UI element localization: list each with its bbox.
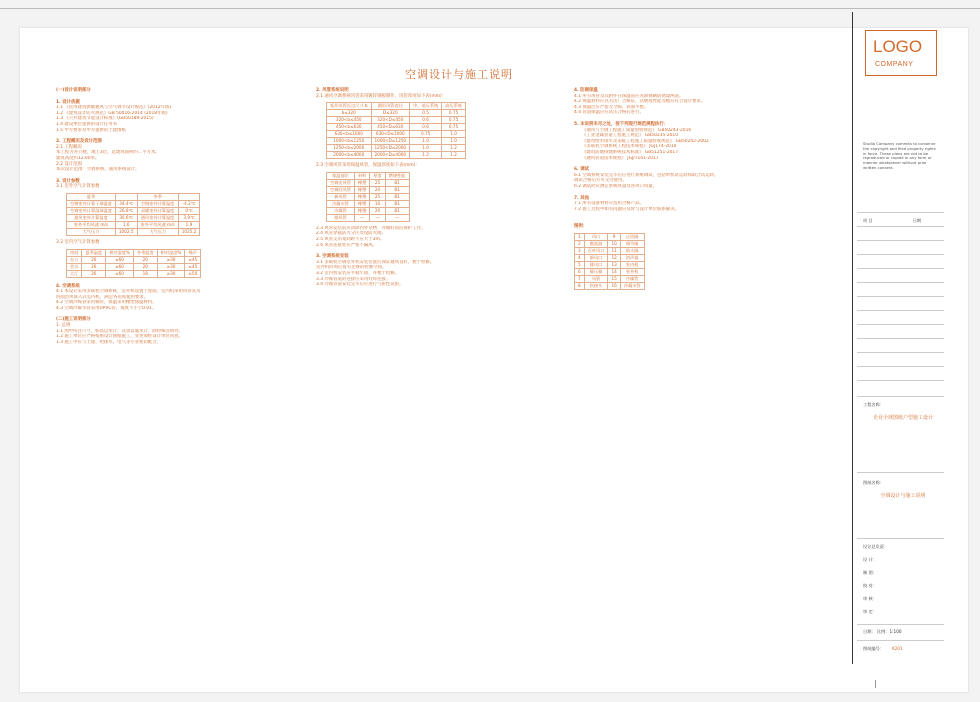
table-cell: B1 (385, 207, 409, 214)
divider (857, 240, 944, 241)
section-heading: 2. 风管系统说明 (316, 88, 349, 93)
signature-row: 制 图： (863, 570, 877, 575)
table-cell: 橡塑 (354, 200, 369, 207)
table-cell: 夏季温度 (82, 249, 106, 256)
table-row (327, 124, 466, 131)
table-cell: 10 (608, 240, 620, 247)
table-cell: 空调回风管 (327, 186, 355, 193)
divider (857, 254, 944, 255)
table-cell: 噪声 (185, 249, 201, 256)
table-cell: 450<b≤630 (327, 124, 372, 131)
table-cell: 11 (608, 247, 620, 254)
note-line: 3.2 室内机安装应平稳牢固，并便于检修。 (316, 270, 400, 276)
table-row (575, 247, 645, 254)
table-cell: 1250<b≤2000 (327, 145, 372, 152)
note-line: 6.1 空调系统安装完毕后应进行系统调试，包括单机试运转和联合试运转。 (574, 172, 719, 178)
table-row (67, 263, 201, 270)
section-heading: 4. 空调系统 (56, 283, 80, 289)
bottom-tick (875, 680, 876, 688)
outdoor-params-table (66, 193, 200, 236)
table-cell: 冷凝水管 (327, 200, 355, 207)
table-cell: 5 (575, 261, 585, 268)
table-cell: 26 (82, 256, 106, 263)
section-heading: 3. 设计参数 (56, 178, 80, 184)
table-cell: 空调送风管 (327, 179, 355, 186)
scale-row: 日期： 比例：1:100 (863, 629, 902, 634)
table-cell: 1.6 (115, 221, 137, 228)
table-cell: b≤320 (327, 110, 372, 117)
drawing-name-label: 图纸名称： (863, 480, 884, 485)
table-cell: B1 (385, 179, 409, 186)
subsection-heading: 1. 总则 (56, 323, 71, 329)
section-heading: (一)设计说明部分 (56, 88, 91, 93)
table-cell: 1 (575, 233, 585, 240)
table-cell: 1025.2 (178, 228, 200, 235)
table-cell: ≤50 (185, 270, 201, 277)
drawing-name: 空调设计与施工说明 (880, 493, 926, 499)
note-line: 建筑高度约12.00米。 (56, 155, 100, 161)
table-cell: 16 (608, 282, 620, 289)
note-line: 室外机四周应留有足够的检修空间。 (316, 265, 387, 271)
table-row (575, 240, 645, 247)
table-cell: 冷媒管 (327, 207, 355, 214)
divider (857, 538, 944, 539)
table-cell: 1.0 (410, 145, 442, 152)
divider (857, 268, 944, 269)
table-row (67, 207, 200, 214)
table-cell: 25 (370, 179, 385, 186)
table-row (327, 186, 410, 193)
note-line: 《多联机空调系统工程技术规程》 JGJ174-2010 (582, 144, 677, 150)
note-line: 4.2 空调冷媒管采用铜管，保温采用橡塑保温材料。 (56, 300, 157, 306)
table-cell: 新风口 (584, 254, 608, 261)
table-cell: 13 (608, 261, 620, 268)
table-cell: 320<D≤450 (371, 117, 410, 124)
table-cell: -4.2℃ (178, 200, 200, 207)
table-row (327, 145, 466, 152)
divider (857, 366, 944, 367)
divider (857, 640, 944, 641)
table-cell: 空调室外计算温度 (137, 200, 178, 207)
table-cell: 6 (575, 268, 585, 275)
table-row (575, 261, 645, 268)
project-name-label: 工程名称： (863, 402, 884, 407)
table-cell: 12 (608, 254, 620, 261)
note-line: 4.3 保温层应严密无空隙，表面平整。 (574, 104, 649, 110)
note-line: 《通风管道技术规程》 JGJ/T141-2017 (582, 155, 659, 161)
table-cell: 调节阀 (620, 240, 644, 247)
table-cell: ≥30 (157, 263, 185, 270)
table-cell: 保温部位 (327, 172, 355, 179)
table-row (327, 103, 466, 110)
table-cell: 0℃ (178, 207, 200, 214)
project-row: 项 目 日期 (863, 218, 922, 223)
note-line: 1.3 《公共建筑节能设计标准》(GB50189-2015) (56, 116, 154, 122)
table-cell: 散流器 (584, 240, 608, 247)
signature-row: 设计总负责： (863, 544, 889, 549)
note-line: 四面出风嵌入式室内机，满足各房间使用要求。 (56, 294, 149, 300)
table-cell: 2000<D≤4000 (371, 152, 410, 159)
table-cell: ≤60 (106, 263, 134, 270)
subsection-heading: 2.3 空调风管采用保温风管，保温厚度如下表(mm)： (316, 163, 420, 169)
table-cell: 大气压力 (67, 228, 116, 235)
table-cell: B1 (385, 186, 409, 193)
table-cell: 1.0 (442, 138, 466, 145)
company-logo (865, 30, 937, 76)
table-row (575, 233, 645, 240)
table-cell: 2000<b≤4000 (327, 152, 372, 159)
table-row (327, 110, 466, 117)
table-cell: 30.6℃ (115, 214, 137, 221)
table-row (327, 117, 466, 124)
divider (857, 324, 944, 325)
table-cell: 0.75 (442, 124, 466, 131)
table-cell: 26 (82, 263, 106, 270)
note-line: 3.3 冷媒管道的连接应采用钎焊连接。 (316, 276, 391, 282)
table-cell: 1000<b≤1250 (327, 138, 372, 145)
note-line: 1.3 施工中应与土建、给排水、电气等专业密切配合。 (56, 339, 161, 345)
signature-row: 校 对： (863, 583, 877, 588)
table-cell: 450<D≤630 (371, 124, 410, 131)
table-cell: 1.2 (410, 152, 442, 159)
note-line: 1.2 《建筑设计防火规范》GB 50016-2014 (2018年版) (56, 110, 168, 116)
project-name: 企业全球图纸户型施工设计 (872, 415, 933, 421)
subsection-heading: 2.1 通风空调系统风管采用镀锌钢板制作，风管厚度如下表(mm)： (316, 93, 447, 99)
table-row (67, 228, 200, 235)
table-cell: — (385, 214, 409, 221)
table-cell: 0.75 (442, 117, 466, 124)
table-cell: 相对湿度% (106, 249, 134, 256)
table-cell: D≤320 (371, 110, 410, 117)
table-cell: 燃烧性能 (385, 172, 409, 179)
table-row (327, 131, 466, 138)
table-cell: 空调室外计算干球温度 (67, 200, 116, 207)
table-cell: 1.2 (442, 152, 466, 159)
table-row (67, 200, 200, 207)
table-cell: 1000<D≤1250 (371, 138, 410, 145)
section-heading: 5. 本说明未尽之处，按下列现行规范规程执行： (574, 121, 669, 127)
subsection-heading: 3.2 室内空气计算参数 (56, 239, 100, 245)
logo-text: LOGO (873, 37, 923, 56)
table-cell: 9 (608, 233, 620, 240)
table-cell: 25 (370, 193, 385, 200)
logo-subtext: COMPANY (875, 61, 914, 68)
table-cell: 2 (575, 240, 585, 247)
table-row (327, 214, 410, 221)
table-cell: 百叶风口 (584, 247, 608, 254)
notes-column-1 (56, 82, 308, 345)
divider (857, 296, 944, 297)
table-cell: 止回阀 (620, 233, 644, 240)
signature-row: 审 定： (863, 609, 877, 614)
section-heading: 4. 防腐保温 (574, 88, 598, 93)
table-cell: 新风管 (327, 193, 355, 200)
table-cell: 20 (133, 263, 157, 270)
table-cell: 室外机 (620, 268, 644, 275)
table-cell: 大气压力 (137, 228, 178, 235)
table-cell: 34.4℃ (115, 200, 137, 207)
divider (857, 380, 944, 381)
divider (857, 282, 944, 283)
table-cell: 通风室外计算温度 (67, 214, 116, 221)
note-line: 4.1 本设计采用多联机空调系统，室外机设置于屋面，室内机采用风管式及 (56, 289, 201, 295)
table-cell: 静压箱 (584, 268, 608, 275)
note-line: 《建筑给水排水及采暖工程施工质量验收规范》 GB50242-2002 (582, 138, 709, 144)
table-cell: — (370, 214, 385, 221)
duct-thickness-table (326, 102, 466, 159)
table-cell: 1.9 (178, 221, 200, 228)
note-line: 6.2 调试时应测定系统风量及各风口风量。 (574, 183, 658, 189)
table-row (327, 200, 410, 207)
table-cell: 房间 (67, 249, 82, 256)
table-cell: 风口 (584, 233, 608, 240)
table-cell: 8 (575, 282, 585, 289)
table-cell: 1.2 (442, 145, 466, 152)
subsection-heading: 2.2 设计范围 (56, 161, 82, 167)
table-cell: 1002.5 (115, 228, 137, 235)
table-cell: 空调室外计算湿球温度 (67, 207, 116, 214)
divider (857, 226, 944, 227)
note-line: 2.6 风管连接处应严密不漏风。 (316, 242, 378, 248)
table-cell: 冬季温度 (133, 249, 157, 256)
table-cell: 3 (575, 247, 585, 254)
copyright-notice: Studio Company commits to conserve the copyright and filed property rights in force. These plans are not to be reproduced or copied in any form or manner whatsoever without prior written consent. (863, 141, 936, 170)
insulation-table (326, 172, 410, 222)
indoor-params-table (66, 249, 201, 278)
table-row (67, 193, 200, 200)
table-cell: ≥30 (157, 270, 185, 277)
note-line: 4.1 所有风管及其附件在保温前应先除锈刷防锈漆两道。 (574, 93, 684, 99)
table-cell: 1.0 (442, 131, 466, 138)
table-cell: 0.5 (410, 110, 442, 117)
table-cell: 采暖室外计算温度 (137, 207, 178, 214)
note-line: 4.2 保温材料应具有出厂合格证，其燃烧性能等级应符合设计要求。 (574, 99, 706, 105)
table-cell: 10 (370, 200, 385, 207)
divider (857, 352, 944, 353)
table-cell: 0.75 (410, 131, 442, 138)
divider (857, 338, 944, 339)
table-cell: 3.9℃ (178, 214, 200, 221)
table-cell: B1 (385, 200, 409, 207)
notes-column-3 (574, 82, 824, 294)
table-cell: 1.0 (410, 138, 442, 145)
table-row (327, 138, 466, 145)
table-cell (115, 193, 137, 200)
table-cell: 风管 (584, 275, 608, 282)
table-cell: B1 (385, 193, 409, 200)
table-row (327, 207, 410, 214)
divider (857, 396, 944, 397)
table-cell: 18 (133, 270, 157, 277)
table-cell: 冷凝水管 (620, 282, 644, 289)
table-cell: 圆形风管直径 (371, 103, 410, 110)
note-line: 1.1 《民用建筑供暖通风与空气调节设计规范》(2012年版) (56, 105, 172, 111)
table-row (575, 275, 645, 282)
table-cell: 20 (133, 256, 157, 263)
table-cell: 630<D≤1000 (371, 131, 410, 138)
note-line: 7.1 所有设备材料应选用合格产品。 (574, 201, 644, 207)
table-cell: ≥30 (157, 256, 185, 263)
table-cell: 0.6 (410, 124, 442, 131)
note-line: 1.2 施工单位应严格按照设计图纸施工，变更须经设计单位同意。 (56, 334, 183, 340)
section-heading: 6. 调试 (574, 167, 590, 173)
section-heading: 1. 设计依据 (56, 99, 80, 105)
note-line: 4.3 空调冷凝水管采用UPVC管，坡度不小于0.01。 (56, 305, 157, 311)
table-cell: 相对湿度% (157, 249, 185, 256)
table-cell: 排风口 (584, 261, 608, 268)
table-cell: 消声器 (620, 254, 644, 261)
divider (857, 310, 944, 311)
table-cell: 20 (370, 186, 385, 193)
note-line: 2.5 风管支吊架间距不应大于3m。 (316, 236, 385, 242)
table-cell: ≤45 (185, 263, 201, 270)
table-cell: 会议 (67, 263, 82, 270)
table-cell: 橡塑 (354, 179, 369, 186)
note-line: 3.4 冷媒管道安装完毕后应进行气密性试验。 (316, 282, 404, 288)
table-cell: 0.75 (442, 110, 466, 117)
table-row (327, 152, 466, 159)
table-cell: 橡塑 (354, 207, 369, 214)
table-row (67, 214, 200, 221)
note-line: 2.4 风管穿越防火分区处设防火阀。 (316, 231, 386, 237)
table-cell: 4 (575, 254, 585, 261)
table-row (575, 268, 645, 275)
page-title: 空调设计与施工说明 (405, 68, 513, 81)
table-row (67, 270, 201, 277)
section-heading: (二)施工说明部分 (56, 317, 91, 323)
note-line: 本次设计范围：空调系统、通风系统设计。 (56, 167, 140, 173)
table-row (67, 221, 200, 228)
table-cell: 冷媒管 (620, 275, 644, 282)
table-cell: 材料 (354, 172, 369, 179)
table-cell: 大厅 (67, 270, 82, 277)
legend-title: 图例： (574, 224, 588, 230)
section-heading: 2. 工程概况及设计范围 (56, 139, 102, 145)
table-cell: 1250<D≤2000 (371, 145, 410, 152)
table-cell: 26 (82, 270, 106, 277)
title-block (852, 12, 948, 664)
divider (857, 624, 944, 625)
divider (857, 472, 944, 473)
table-cell: ≤45 (185, 256, 201, 263)
table-cell: 冬季 (137, 193, 178, 200)
note-line: 1.4 建设单位提供的设计任务书 (56, 121, 118, 127)
table-cell: 15 (608, 275, 620, 282)
table-cell: 通风室外计算温度 (137, 214, 178, 221)
table-cell: 20 (370, 207, 385, 214)
note-line: 本工程为办公楼，地上3层，总建筑面积约…平方米。 (56, 150, 160, 156)
table-cell: 排风管 (327, 214, 355, 221)
table-cell: 0.6 (410, 117, 442, 124)
table-cell: 320<b≤450 (327, 117, 372, 124)
note-line: 3.1 多联机空调室外机安装位置应保证通风良好，便于检修。 (316, 259, 435, 265)
note-line: 调试合格后方可交付使用。 (574, 178, 627, 184)
subsection-heading: 3.1 室外空气计算参数 (56, 184, 100, 190)
table-cell: ≤60 (106, 256, 134, 263)
table-row (67, 249, 201, 256)
note-line: 《通风与空调工程施工质量验收规范》 GB50243-2016 (582, 127, 692, 133)
note-line: 《工业金属管道工程施工规范》 GB50235-2010 (582, 133, 679, 139)
table-cell (178, 193, 200, 200)
section-heading: 3. 空调系统安装 (316, 254, 349, 260)
signature-row: 设 计： (863, 557, 877, 562)
table-row (575, 254, 645, 261)
table-cell: — (354, 214, 369, 221)
table-cell: 26.8℃ (115, 207, 137, 214)
table-cell: 厚度 (370, 172, 385, 179)
table-cell: 室外平均风速 m/s (137, 221, 178, 228)
table-cell: 630<b≤1000 (327, 131, 372, 138)
table-cell: 橡塑 (354, 193, 369, 200)
legend-table (574, 233, 645, 290)
top-border-line (0, 8, 980, 9)
note-line: 1.5 甲方要求及甲方提供的土建图纸 (56, 127, 126, 133)
table-cell: ≤60 (106, 270, 134, 277)
table-cell: 室内机 (620, 261, 644, 268)
table-cell: 7 (575, 275, 585, 282)
note-line: 4.4 管道保温应在试压合格后进行。 (574, 110, 644, 116)
note-line: 《建筑防烟排烟系统技术标准》 GB51251-2017 (582, 149, 679, 155)
table-row (67, 256, 201, 263)
table-cell: 夏季 (67, 193, 116, 200)
table-cell: 室外平均风速 m/s (67, 221, 116, 228)
table-row (327, 193, 410, 200)
table-cell: 矩形风管长边尺寸 b (327, 103, 372, 110)
drawing-number-row: 图纸编号： K201 (863, 646, 903, 651)
notes-column-2 (316, 82, 566, 288)
table-row (327, 172, 410, 179)
table-cell: 防火阀 (620, 247, 644, 254)
signature-row: 审 核： (863, 596, 877, 601)
table-cell: 橡塑 (354, 186, 369, 193)
note-line: 1.1 图中所注尺寸，标高以米计，其余以毫米计，除特殊注明外。 (56, 328, 183, 334)
table-row (327, 179, 410, 186)
divider (857, 212, 944, 213)
table-cell: 软接头 (584, 282, 608, 289)
table-cell: 14 (608, 268, 620, 275)
section-heading: 7. 其他 (574, 195, 590, 201)
table-cell: 高压系统 (442, 103, 466, 110)
note-line: 2.3 风管安装前应清除内外杂物，并做好清洁保护工作。 (316, 225, 426, 231)
table-cell: 办公 (67, 256, 82, 263)
table-cell: 中、低压系统 (410, 103, 442, 110)
note-line: 7.2 施工过程中如有问题应及时与设计单位联系解决。 (574, 206, 679, 212)
table-row (575, 282, 645, 289)
subsection-heading: 2.1 工程概况 (56, 144, 82, 150)
